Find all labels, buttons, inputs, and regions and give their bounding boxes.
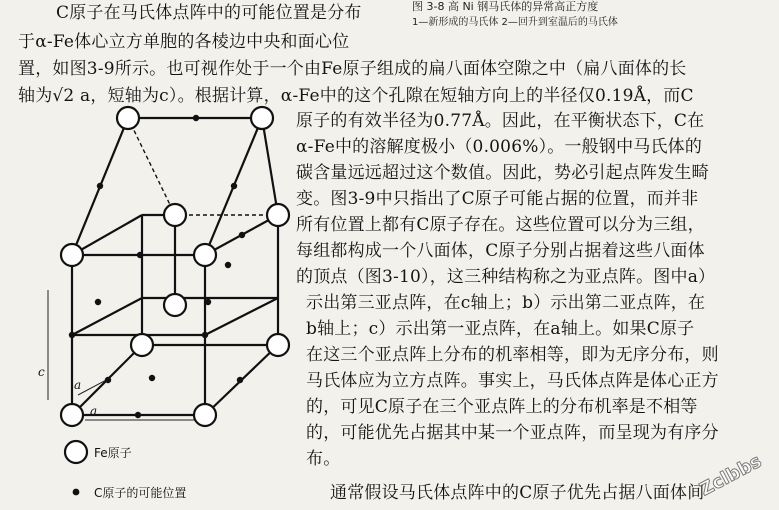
- text-line: 布。: [306, 449, 341, 469]
- text-line: b轴上；c）示出第一亚点阵，在a轴上。如果C原子: [306, 319, 695, 339]
- legend-c-label: C原子的可能位置: [94, 486, 187, 500]
- text-line: 轴为√2 a，短轴为c）。根据计算，α-Fe中的这个孔隙在短轴方向上的半径仅0.19Å，而C: [18, 86, 694, 106]
- figure-caption-subtitle: 1—新形成的马氏体 2—回升到室温后的马氏体: [412, 17, 618, 28]
- text-line: C原子在马氏体点阵中的可能位置是分布: [56, 3, 362, 23]
- axis-label-c: c: [38, 365, 45, 379]
- text-line: 每组都构成一个八面体，C原子分别占据着这些八面体: [296, 241, 705, 261]
- axis-label-a: a: [74, 378, 82, 392]
- watermark-logo: Zclbbs: [696, 450, 765, 501]
- text-line: 所有位置上都有C原子存在。这些位置可以分为三组，: [296, 215, 705, 235]
- axis-label-a-bottom: a: [90, 404, 98, 418]
- text-line: 通常假设马氏体点阵中的C原子优先占据八面体间: [330, 483, 705, 503]
- text-line: 在这三个亚点阵上分布的机率相等，即为无序分布，则: [306, 345, 719, 365]
- text-line: 的，可能优先占据其中某一个亚点阵，而呈现为有序分: [306, 423, 719, 443]
- text-line: 碳含量远远超过这个数值。因此，势必引起点阵发生畸: [296, 163, 709, 183]
- legend-fe-symbol: [65, 441, 87, 463]
- legend-fe-label: Fe原子: [94, 446, 132, 460]
- text-line: α-Fe中的溶解度极小（0.006%）。一般钢中马氏体的: [296, 137, 703, 157]
- legend-c-symbol: [73, 489, 80, 496]
- text-line: 的，可见C原子在三个亚点阵上的分布机率是不相等: [306, 397, 698, 417]
- text-line: 变。图3-9中只指出了C原子可能占据的位置，而并非: [296, 189, 699, 209]
- figure-caption-title: 图 3-8 高 Ni 钢马氏体的异常高正方度: [412, 0, 599, 13]
- text-line: 原子的有效半径为0.77Å。因此，在平衡状态下，C在: [296, 111, 705, 131]
- c-positions: [69, 115, 245, 418]
- lattice-edges: [72, 118, 278, 415]
- text-line: 置，如图3-9所示。也可视作处于一个由Fe原子组成的扁八面体空隙之中（扁八面体的长: [18, 59, 687, 79]
- text-line: 示出第三亚点阵，在c轴上；b）示出第二亚点阵，在: [306, 293, 706, 313]
- text-line: 马氏体应为立方点阵。事实上，马氏体点阵是体心正方: [306, 371, 719, 391]
- text-line: 的顶点（图3-10），这三种结构称之为亚点阵。图中a）: [296, 267, 716, 287]
- text-line: 于α-Fe体心立方单胞的各棱边中央和面心位: [18, 32, 350, 52]
